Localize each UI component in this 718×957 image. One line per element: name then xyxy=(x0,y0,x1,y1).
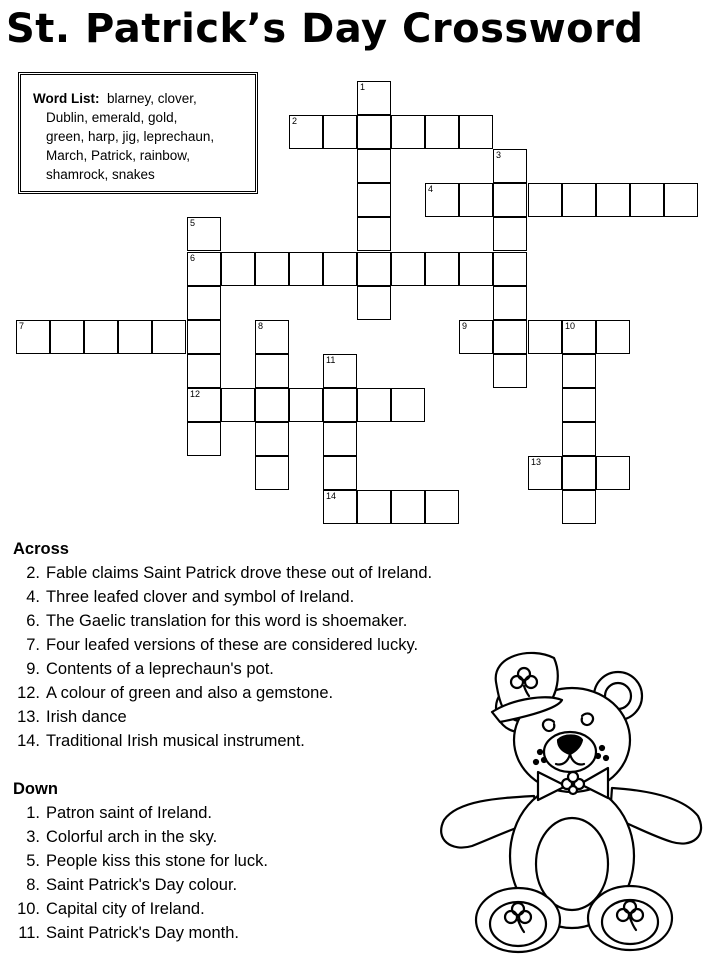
crossword-cell[interactable] xyxy=(255,456,289,490)
crossword-cell[interactable] xyxy=(528,456,562,490)
clue-text: Irish dance xyxy=(46,708,127,726)
crossword-cell[interactable] xyxy=(562,422,596,456)
crossword-cell[interactable] xyxy=(323,354,357,388)
clue-text: Contents of a leprechaun's pot. xyxy=(46,660,274,678)
crossword-cell[interactable] xyxy=(425,183,459,217)
clue-text: Capital city of Ireland. xyxy=(46,900,205,918)
crossword-cell[interactable] xyxy=(493,149,527,183)
cell-number: 6 xyxy=(190,253,196,263)
crossword-cell[interactable] xyxy=(357,149,391,183)
clue-number: 8. xyxy=(26,876,40,894)
crossword-cell[interactable] xyxy=(596,320,630,354)
crossword-cell[interactable] xyxy=(187,388,221,422)
word-list-line: green, harp, jig, leprechaun, xyxy=(46,129,215,144)
crossword-cell[interactable] xyxy=(118,320,152,354)
crossword-cell[interactable] xyxy=(50,320,84,354)
crossword-cell[interactable] xyxy=(459,320,493,354)
down-clue xyxy=(13,897,268,921)
down-clue xyxy=(13,921,268,945)
cell-number: 5 xyxy=(190,218,196,228)
crossword-cell[interactable] xyxy=(357,286,391,320)
page-title: St. Patrick’s Day Crossword xyxy=(6,6,644,52)
crossword-cell[interactable] xyxy=(357,183,391,217)
clue-text: Fable claims Saint Patrick drove these out of Ireland. xyxy=(46,564,433,582)
crossword-cell[interactable] xyxy=(596,183,630,217)
crossword-cell[interactable] xyxy=(255,422,289,456)
crossword-cell[interactable] xyxy=(459,252,493,286)
clue-text: Four leafed versions of these are considered lucky. xyxy=(46,636,419,654)
word-list-line: Dublin, emerald, gold, xyxy=(46,110,178,125)
crossword-cell[interactable] xyxy=(221,252,255,286)
down-heading: Down xyxy=(13,780,58,798)
clue-text: Colorful arch in the sky. xyxy=(46,828,218,846)
word-list-line: blarney, clover, xyxy=(107,91,197,106)
clue-text: Patron saint of Ireland. xyxy=(46,804,213,822)
crossword-cell[interactable] xyxy=(664,183,698,217)
crossword-cell[interactable] xyxy=(562,320,596,354)
across-clue xyxy=(13,657,432,681)
crossword-cell[interactable] xyxy=(493,354,527,388)
across-heading: Across xyxy=(13,540,69,558)
across-clues xyxy=(13,537,432,753)
crossword-cell[interactable] xyxy=(152,320,186,354)
teddy-bear-illustration xyxy=(430,648,712,954)
clue-number: 2. xyxy=(26,564,40,582)
clue-number: 4. xyxy=(26,588,40,606)
crossword-cell[interactable] xyxy=(16,320,50,354)
crossword-cell[interactable] xyxy=(425,115,459,149)
across-clue xyxy=(13,681,432,705)
crossword-cell[interactable] xyxy=(323,388,357,422)
crossword-cell[interactable] xyxy=(357,81,391,115)
down-clue xyxy=(13,825,268,849)
clue-text: Traditional Irish musical instrument. xyxy=(46,732,305,750)
crossword-cell[interactable] xyxy=(493,320,527,354)
clue-text: People kiss this stone for luck. xyxy=(46,852,268,870)
crossword-cell[interactable] xyxy=(323,115,357,149)
crossword-cell[interactable] xyxy=(562,183,596,217)
crossword-cell[interactable] xyxy=(630,183,664,217)
clue-number: 11. xyxy=(18,924,40,942)
cell-number: 11 xyxy=(326,355,336,365)
cell-number: 7 xyxy=(19,321,25,331)
clue-number: 14. xyxy=(17,732,40,750)
crossword-cell[interactable] xyxy=(357,252,391,286)
crossword-cell[interactable] xyxy=(493,217,527,251)
clue-text: Three leafed clover and symbol of Ireland. xyxy=(46,588,355,606)
word-list-line: shamrock, snakes xyxy=(46,167,155,182)
clue-number: 12. xyxy=(17,684,40,702)
across-clue xyxy=(13,585,432,609)
cell-number: 4 xyxy=(428,184,434,194)
crossword-cell[interactable] xyxy=(493,286,527,320)
crossword-cell[interactable] xyxy=(493,252,527,286)
cell-number: 2 xyxy=(292,116,298,126)
crossword-cell[interactable] xyxy=(459,115,493,149)
crossword-cell[interactable] xyxy=(562,456,596,490)
crossword-cell[interactable] xyxy=(187,354,221,388)
crossword-cell[interactable] xyxy=(391,490,425,524)
across-clue xyxy=(13,609,432,633)
clue-number: 3. xyxy=(26,828,40,846)
crossword-cell[interactable] xyxy=(255,388,289,422)
cell-number: 8 xyxy=(258,321,264,331)
clue-number: 10. xyxy=(17,900,40,918)
crossword-cell[interactable] xyxy=(357,115,391,149)
crossword-cell[interactable] xyxy=(357,490,391,524)
crossword-cell[interactable] xyxy=(187,422,221,456)
crossword-cell[interactable] xyxy=(289,388,323,422)
cell-number: 13 xyxy=(531,457,542,467)
crossword-cell[interactable] xyxy=(187,252,221,286)
crossword-cell[interactable] xyxy=(562,388,596,422)
crossword-cell[interactable] xyxy=(425,490,459,524)
cell-number: 14 xyxy=(326,491,337,501)
crossword-cell[interactable] xyxy=(391,252,425,286)
cell-number: 1 xyxy=(360,82,366,92)
word-list-first-line xyxy=(33,89,247,108)
crossword-cell[interactable] xyxy=(528,183,562,217)
clue-number: 9. xyxy=(26,660,40,678)
clue-text: The Gaelic translation for this word is shoemaker. xyxy=(46,612,408,630)
clue-number: 5. xyxy=(26,852,40,870)
word-list-label: Word List: xyxy=(33,91,100,106)
crossword-cell[interactable] xyxy=(562,354,596,388)
crossword-cell[interactable] xyxy=(562,490,596,524)
crossword-cell[interactable] xyxy=(323,252,357,286)
crossword-cell[interactable] xyxy=(459,183,493,217)
clue-number: 7. xyxy=(26,636,40,654)
clue-number: 13. xyxy=(17,708,40,726)
crossword-cell[interactable] xyxy=(255,320,289,354)
across-clue xyxy=(13,561,432,585)
crossword-cell[interactable] xyxy=(221,388,255,422)
crossword-cell[interactable] xyxy=(391,388,425,422)
across-clue xyxy=(13,705,432,729)
across-clue xyxy=(13,729,432,753)
crossword-cell[interactable] xyxy=(84,320,118,354)
cell-number: 12 xyxy=(190,389,201,399)
clue-text: Saint Patrick's Day colour. xyxy=(46,876,238,894)
crossword-cell[interactable] xyxy=(528,320,562,354)
word-list-line: March, Patrick, rainbow, xyxy=(46,148,191,163)
crossword-cell[interactable] xyxy=(357,217,391,251)
crossword-cell[interactable] xyxy=(323,490,357,524)
crossword-cell[interactable] xyxy=(357,388,391,422)
crossword-cell[interactable] xyxy=(289,115,323,149)
crossword-cell[interactable] xyxy=(323,456,357,490)
clue-number: 6. xyxy=(26,612,40,630)
across-clue xyxy=(13,633,432,657)
crossword-cell[interactable] xyxy=(323,422,357,456)
down-clue xyxy=(13,801,268,825)
crossword-cell[interactable] xyxy=(596,456,630,490)
clue-text: A colour of green and also a gemstone. xyxy=(46,684,334,702)
crossword-cell[interactable] xyxy=(255,252,289,286)
clue-text: Saint Patrick's Day month. xyxy=(46,924,239,942)
crossword-cell[interactable] xyxy=(289,252,323,286)
crossword-cell[interactable] xyxy=(255,354,289,388)
down-clue xyxy=(13,873,268,897)
crossword-cell[interactable] xyxy=(187,217,221,251)
cell-number: 9 xyxy=(462,321,468,331)
crossword-cell[interactable] xyxy=(493,183,527,217)
crossword-cell[interactable] xyxy=(425,252,459,286)
down-clues xyxy=(13,777,268,945)
down-clue xyxy=(13,849,268,873)
crossword-cell[interactable] xyxy=(187,320,221,354)
crossword-cell[interactable] xyxy=(391,115,425,149)
cell-number: 10 xyxy=(565,321,576,331)
cell-number: 3 xyxy=(496,150,502,160)
word-list-box xyxy=(18,72,258,194)
crossword-cell[interactable] xyxy=(187,286,221,320)
clue-number: 1. xyxy=(26,804,40,822)
